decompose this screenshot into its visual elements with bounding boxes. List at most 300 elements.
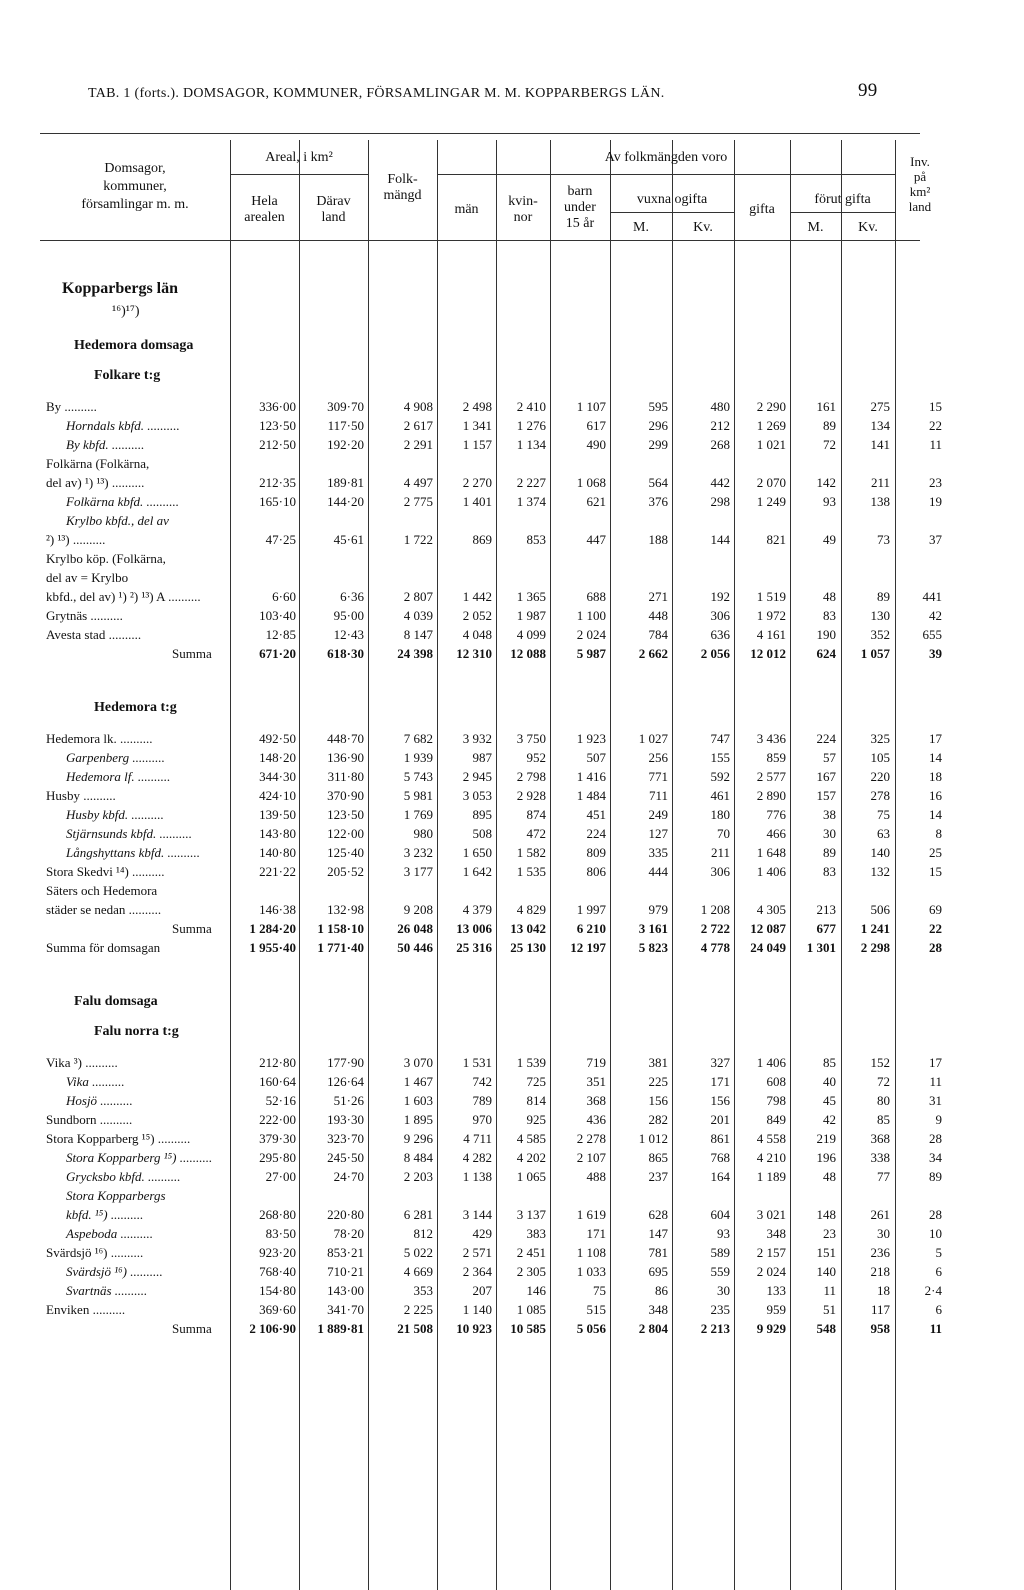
cell-forut-gifta-m: 42 xyxy=(823,1112,836,1127)
cell-forut-gifta-m: 548 xyxy=(816,1321,836,1336)
cell-forut-gifta-kv: 958 xyxy=(870,1321,890,1336)
cell-kvinnor: 925 xyxy=(526,1112,546,1127)
cell-hela-arealen: 103·40 xyxy=(259,608,296,623)
cell-forut-gifta-kv: 72 xyxy=(877,1074,890,1089)
cell-folkmangd: 8 484 xyxy=(403,1150,433,1165)
section-heading: Folkare t:g xyxy=(94,368,161,383)
cell-barn-under-15: 1 068 xyxy=(576,475,606,490)
cell-folkmangd: 1 603 xyxy=(403,1093,433,1108)
cell-hela-arealen: 6·60 xyxy=(272,589,296,604)
row-label: del av = Krylbo xyxy=(46,570,129,585)
col-header-forut-m: M. xyxy=(807,220,824,235)
cell-darav-land: 177·90 xyxy=(327,1055,364,1070)
row-label: Enviken .......... xyxy=(46,1302,126,1317)
cell-hela-arealen: 143·80 xyxy=(259,826,296,841)
cell-vuxna-ogifta-m: 1 027 xyxy=(638,731,668,746)
cell-man: 2 498 xyxy=(462,399,492,414)
cell-kvinnor: 725 xyxy=(526,1074,546,1089)
cell-darav-land: 136·90 xyxy=(327,750,364,765)
cell-barn-under-15: 368 xyxy=(586,1093,606,1108)
cell-folkmangd: 1 769 xyxy=(403,807,433,822)
cell-barn-under-15: 1 923 xyxy=(576,731,606,746)
cell-hela-arealen: 146·38 xyxy=(259,902,296,917)
row-label: del av) ¹) ¹³) .......... xyxy=(46,475,145,490)
cell-darav-land: 205·52 xyxy=(327,864,364,879)
cell-forut-gifta-m: 624 xyxy=(816,646,836,661)
cell-barn-under-15: 1 100 xyxy=(576,608,606,623)
cell-folkmangd: 8 147 xyxy=(403,627,433,642)
cell-barn-under-15: 621 xyxy=(586,494,606,509)
cell-vuxna-ogifta-m: 784 xyxy=(648,627,668,642)
cell-inv-per-km2: 11 xyxy=(929,1321,942,1336)
row-label: Stora Skedvi ¹⁴) .......... xyxy=(46,864,165,879)
cell-man: 1 531 xyxy=(462,1055,492,1070)
cell-vuxna-ogifta-kv: 559 xyxy=(710,1264,730,1279)
cell-forut-gifta-m: 48 xyxy=(823,1169,836,1184)
cell-vuxna-ogifta-kv: 747 xyxy=(710,731,730,746)
cell-forut-gifta-kv: 132 xyxy=(870,864,890,879)
cell-man: 3 053 xyxy=(462,788,492,803)
row-label: Summa xyxy=(172,921,212,936)
head-bottom-rule xyxy=(40,240,920,241)
cell-hela-arealen: 165·10 xyxy=(259,494,296,509)
table-row xyxy=(0,1301,1024,1318)
cell-vuxna-ogifta-m: 256 xyxy=(648,750,668,765)
cell-hela-arealen: 768·40 xyxy=(259,1264,296,1279)
cell-darav-land: 123·50 xyxy=(327,807,364,822)
cell-vuxna-ogifta-m: 564 xyxy=(648,475,668,490)
col-header-kvinnor: kvin- nor xyxy=(508,194,538,225)
cell-barn-under-15: 1 484 xyxy=(576,788,606,803)
cell-gifta: 1 249 xyxy=(756,494,786,509)
col-header-darav: Därav land xyxy=(316,194,351,225)
cell-kvinnor: 952 xyxy=(526,750,546,765)
cell-vuxna-ogifta-m: 86 xyxy=(655,1283,668,1298)
cell-forut-gifta-kv: 130 xyxy=(870,608,890,623)
cell-forut-gifta-kv: 141 xyxy=(870,437,890,452)
cell-hela-arealen: 12·85 xyxy=(265,627,296,642)
cell-folkmangd: 4 497 xyxy=(403,475,433,490)
cell-barn-under-15: 809 xyxy=(586,845,606,860)
cell-barn-under-15: 490 xyxy=(586,437,606,452)
row-label: Avesta stad .......... xyxy=(46,627,142,642)
cell-barn-under-15: 2 024 xyxy=(576,627,606,642)
cell-hela-arealen: 212·80 xyxy=(259,1055,296,1070)
cell-barn-under-15: 688 xyxy=(586,589,606,604)
cell-folkmangd: 21 508 xyxy=(397,1321,433,1336)
cell-forut-gifta-kv: 275 xyxy=(870,399,890,414)
cell-vuxna-ogifta-m: 147 xyxy=(648,1226,668,1241)
table-row xyxy=(0,1225,1024,1242)
cell-forut-gifta-m: 48 xyxy=(823,589,836,604)
cell-folkmangd: 3 070 xyxy=(403,1055,433,1070)
cell-vuxna-ogifta-m: 249 xyxy=(648,807,668,822)
cell-folkmangd: 3 232 xyxy=(403,845,433,860)
cell-kvinnor: 2 227 xyxy=(516,475,546,490)
cell-hela-arealen: 295·80 xyxy=(259,1150,296,1165)
cell-forut-gifta-m: 190 xyxy=(816,627,836,642)
cell-gifta: 4 161 xyxy=(756,627,786,642)
cell-barn-under-15: 224 xyxy=(586,826,606,841)
row-label: ²) ¹³) .......... xyxy=(46,532,106,547)
cell-forut-gifta-m: 196 xyxy=(816,1150,836,1165)
col-header-avfolk: Av folkmängden voro xyxy=(604,150,728,165)
cell-barn-under-15: 6 210 xyxy=(576,921,606,936)
cell-forut-gifta-m: 40 xyxy=(823,1074,836,1089)
cell-vuxna-ogifta-m: 335 xyxy=(648,845,668,860)
cell-man: 987 xyxy=(472,750,492,765)
cell-kvinnor: 4 202 xyxy=(516,1150,546,1165)
cell-inv-per-km2: 19 xyxy=(929,494,942,509)
table-row xyxy=(0,1206,1024,1223)
row-label: Säters och Hedemora xyxy=(46,883,158,898)
cell-vuxna-ogifta-kv: 268 xyxy=(710,437,730,452)
cell-gifta: 1 021 xyxy=(756,437,786,452)
cell-man: 789 xyxy=(472,1093,492,1108)
cell-gifta: 959 xyxy=(766,1302,786,1317)
cell-vuxna-ogifta-kv: 2 056 xyxy=(700,646,730,661)
section-heading: Hedemora t:g xyxy=(94,700,177,715)
cell-folkmangd: 1 939 xyxy=(403,750,433,765)
row-label: städer se nedan .......... xyxy=(46,902,162,917)
avfolk-underline xyxy=(437,174,895,175)
cell-gifta: 859 xyxy=(766,750,786,765)
cell-forut-gifta-kv: 2 298 xyxy=(860,940,890,955)
cell-gifta: 466 xyxy=(766,826,786,841)
cell-hela-arealen: 336·00 xyxy=(259,399,296,414)
cell-man: 2 571 xyxy=(462,1245,492,1260)
cell-forut-gifta-kv: 117 xyxy=(870,1302,890,1317)
cell-kvinnor: 1 374 xyxy=(516,494,546,509)
cell-vuxna-ogifta-kv: 592 xyxy=(710,769,730,784)
cell-darav-land: 122·00 xyxy=(327,826,364,841)
table-row xyxy=(0,730,1024,747)
table-row xyxy=(0,901,1024,918)
cell-forut-gifta-m: 140 xyxy=(816,1264,836,1279)
cell-kvinnor: 3 750 xyxy=(516,731,546,746)
cell-barn-under-15: 488 xyxy=(586,1169,606,1184)
cell-kvinnor: 814 xyxy=(526,1093,546,1108)
row-label: Summa för domsagan xyxy=(46,940,161,955)
cell-vuxna-ogifta-kv: 327 xyxy=(710,1055,730,1070)
cell-man: 1 401 xyxy=(462,494,492,509)
cell-gifta: 2 157 xyxy=(756,1245,786,1260)
cell-hela-arealen: 344·30 xyxy=(259,769,296,784)
cell-vuxna-ogifta-kv: 589 xyxy=(710,1245,730,1260)
cell-inv-per-km2: 5 xyxy=(935,1245,942,1260)
cell-vuxna-ogifta-kv: 180 xyxy=(710,807,730,822)
row-label: Husby .......... xyxy=(46,788,116,803)
cell-forut-gifta-m: 142 xyxy=(816,475,836,490)
cell-hela-arealen: 47·25 xyxy=(265,532,296,547)
cell-forut-gifta-m: 157 xyxy=(816,788,836,803)
cell-hela-arealen: 139·50 xyxy=(259,807,296,822)
row-label: Sundborn .......... xyxy=(46,1112,133,1127)
cell-man: 2 270 xyxy=(462,475,492,490)
row-label: Folkärna (Folkärna, xyxy=(46,456,150,471)
cell-forut-gifta-kv: 352 xyxy=(870,627,890,642)
cell-darav-land: 245·50 xyxy=(327,1150,364,1165)
cell-forut-gifta-m: 51 xyxy=(823,1302,836,1317)
table-row xyxy=(0,398,1024,415)
cell-inv-per-km2: 17 xyxy=(929,1055,942,1070)
cell-forut-gifta-kv: 152 xyxy=(870,1055,890,1070)
cell-forut-gifta-kv: 218 xyxy=(870,1264,890,1279)
cell-barn-under-15: 447 xyxy=(586,532,606,547)
row-label-continuation xyxy=(0,512,1024,529)
table-row xyxy=(0,1320,1024,1337)
cell-folkmangd: 4 669 xyxy=(403,1264,433,1279)
cell-forut-gifta-kv: 1 241 xyxy=(860,921,890,936)
cell-vuxna-ogifta-kv: 636 xyxy=(710,627,730,642)
table-row xyxy=(0,844,1024,861)
cell-vuxna-ogifta-kv: 2 722 xyxy=(700,921,730,936)
cell-forut-gifta-kv: 80 xyxy=(877,1093,890,1108)
cell-hela-arealen: 160·64 xyxy=(259,1074,296,1089)
cell-kvinnor: 853 xyxy=(526,532,546,547)
cell-darav-land: 448·70 xyxy=(327,731,364,746)
cell-hela-arealen: 369·60 xyxy=(259,1302,296,1317)
cell-kvinnor: 2 410 xyxy=(516,399,546,414)
cell-folkmangd: 6 281 xyxy=(403,1207,433,1222)
cell-vuxna-ogifta-kv: 1 208 xyxy=(700,902,730,917)
table-row xyxy=(0,493,1024,510)
row-label: Stora Kopparbergs xyxy=(66,1188,166,1203)
cell-gifta: 1 648 xyxy=(756,845,786,860)
cell-kvinnor: 1 582 xyxy=(516,845,546,860)
cell-vuxna-ogifta-m: 595 xyxy=(648,399,668,414)
cell-kvinnor: 13 042 xyxy=(510,921,546,936)
cell-forut-gifta-kv: 30 xyxy=(877,1226,890,1241)
cell-barn-under-15: 719 xyxy=(586,1055,606,1070)
cell-inv-per-km2: 28 xyxy=(929,1207,942,1222)
table-row xyxy=(0,1130,1024,1147)
cell-kvinnor: 25 130 xyxy=(510,940,546,955)
cell-vuxna-ogifta-m: 237 xyxy=(648,1169,668,1184)
cell-darav-land: 51·26 xyxy=(333,1093,364,1108)
cell-forut-gifta-m: 83 xyxy=(823,864,836,879)
cell-hela-arealen: 379·30 xyxy=(259,1131,296,1146)
cell-gifta: 24 049 xyxy=(750,940,786,955)
cell-kvinnor: 1 365 xyxy=(516,589,546,604)
cell-darav-land: 618·30 xyxy=(327,646,364,661)
cell-hela-arealen: 923·20 xyxy=(259,1245,296,1260)
cell-gifta: 4 305 xyxy=(756,902,786,917)
cell-gifta: 12 012 xyxy=(750,646,786,661)
cell-forut-gifta-kv: 278 xyxy=(870,788,890,803)
cell-hela-arealen: 1 955·40 xyxy=(249,940,296,955)
cell-vuxna-ogifta-kv: 604 xyxy=(710,1207,730,1222)
cell-darav-land: 144·20 xyxy=(327,494,364,509)
table-row xyxy=(0,806,1024,823)
cell-man: 429 xyxy=(472,1226,492,1241)
cell-man: 742 xyxy=(472,1074,492,1089)
cell-darav-land: 370·90 xyxy=(327,788,364,803)
row-label-continuation xyxy=(0,569,1024,586)
col-header-vuxna: vuxna ogifta xyxy=(636,192,708,207)
cell-hela-arealen: 212·35 xyxy=(259,475,296,490)
cell-kvinnor: 2 928 xyxy=(516,788,546,803)
cell-kvinnor: 4 099 xyxy=(516,627,546,642)
table-row xyxy=(0,1244,1024,1261)
cell-kvinnor: 1 085 xyxy=(516,1302,546,1317)
cell-inv-per-km2: 28 xyxy=(929,1131,942,1146)
cell-forut-gifta-kv: 77 xyxy=(877,1169,890,1184)
cell-inv-per-km2: 11 xyxy=(929,1074,942,1089)
cell-darav-land: 220·80 xyxy=(327,1207,364,1222)
cell-forut-gifta-m: 30 xyxy=(823,826,836,841)
row-label: Aspeboda .......... xyxy=(66,1226,154,1241)
cell-barn-under-15: 171 xyxy=(586,1226,606,1241)
cell-inv-per-km2: 15 xyxy=(929,864,942,879)
table-row xyxy=(0,825,1024,842)
row-label: Svartnäs .......... xyxy=(66,1283,148,1298)
cell-hela-arealen: 52·16 xyxy=(265,1093,296,1108)
cell-man: 207 xyxy=(472,1283,492,1298)
cell-gifta: 608 xyxy=(766,1074,786,1089)
cell-darav-land: 12·43 xyxy=(333,627,364,642)
cell-man: 25 316 xyxy=(456,940,492,955)
cell-barn-under-15: 5 056 xyxy=(576,1321,606,1336)
cell-forut-gifta-m: 167 xyxy=(816,769,836,784)
cell-forut-gifta-m: 161 xyxy=(816,399,836,414)
cell-barn-under-15: 1 619 xyxy=(576,1207,606,1222)
cell-forut-gifta-kv: 18 xyxy=(877,1283,890,1298)
cell-man: 1 442 xyxy=(462,589,492,604)
row-label: kbfd. ¹⁵) .......... xyxy=(66,1207,144,1222)
cell-man: 1 140 xyxy=(462,1302,492,1317)
cell-vuxna-ogifta-kv: 235 xyxy=(710,1302,730,1317)
cell-forut-gifta-kv: 368 xyxy=(870,1131,890,1146)
row-label: By kbfd. .......... xyxy=(66,437,145,452)
row-label: Folkärna kbfd. .......... xyxy=(66,494,180,509)
cell-barn-under-15: 617 xyxy=(586,418,606,433)
cell-vuxna-ogifta-m: 628 xyxy=(648,1207,668,1222)
cell-folkmangd: 26 048 xyxy=(397,921,433,936)
cell-man: 869 xyxy=(472,532,492,547)
cell-gifta: 2 890 xyxy=(756,788,786,803)
row-label: Stora Kopparberg ¹⁵) .......... xyxy=(46,1131,191,1146)
cell-gifta: 1 269 xyxy=(756,418,786,433)
cell-vuxna-ogifta-kv: 155 xyxy=(710,750,730,765)
cell-kvinnor: 2 451 xyxy=(516,1245,546,1260)
cell-vuxna-ogifta-m: 188 xyxy=(648,532,668,547)
cell-forut-gifta-m: 45 xyxy=(823,1093,836,1108)
cell-vuxna-ogifta-m: 348 xyxy=(648,1302,668,1317)
cell-forut-gifta-kv: 89 xyxy=(877,589,890,604)
col-header-gifta: gifta xyxy=(749,202,775,217)
cell-vuxna-ogifta-kv: 70 xyxy=(717,826,730,841)
cell-darav-land: 132·98 xyxy=(327,902,364,917)
cell-vuxna-ogifta-m: 271 xyxy=(648,589,668,604)
cell-vuxna-ogifta-kv: 164 xyxy=(710,1169,730,1184)
cell-inv-per-km2: 42 xyxy=(929,608,942,623)
cell-hela-arealen: 140·80 xyxy=(259,845,296,860)
cell-darav-land: 193·30 xyxy=(327,1112,364,1127)
table-row xyxy=(0,588,1024,605)
cell-darav-land: 6·36 xyxy=(340,589,364,604)
cell-kvinnor: 1 065 xyxy=(516,1169,546,1184)
cell-inv-per-km2: 14 xyxy=(929,750,942,765)
col-header-folkmangd: Folk- mängd xyxy=(383,172,422,203)
row-label: Svärdsjö ¹⁶) .......... xyxy=(46,1245,144,1260)
cell-kvinnor: 1 539 xyxy=(516,1055,546,1070)
cell-man: 895 xyxy=(472,807,492,822)
cell-vuxna-ogifta-m: 3 161 xyxy=(638,921,668,936)
row-label: Svärdsjö ¹⁶) .......... xyxy=(66,1264,163,1279)
cell-barn-under-15: 1 416 xyxy=(576,769,606,784)
cell-forut-gifta-m: 38 xyxy=(823,807,836,822)
cell-gifta: 1 519 xyxy=(756,589,786,604)
table-row xyxy=(0,531,1024,548)
cell-vuxna-ogifta-kv: 306 xyxy=(710,864,730,879)
cell-kvinnor: 2 305 xyxy=(516,1264,546,1279)
cell-inv-per-km2: 655 xyxy=(922,627,942,642)
cell-inv-per-km2: 14 xyxy=(929,807,942,822)
cell-darav-land: 117·50 xyxy=(327,418,364,433)
row-label: Krylbo kbfd., del av xyxy=(66,513,169,528)
col-header-barn: barn under 15 år xyxy=(564,184,596,231)
section-footnote: ¹⁶)¹⁷) xyxy=(112,304,140,319)
table-row xyxy=(0,1092,1024,1109)
cell-folkmangd: 2 203 xyxy=(403,1169,433,1184)
row-label-continuation xyxy=(0,1187,1024,1204)
row-label: Summa xyxy=(172,646,212,661)
cell-darav-land: 323·70 xyxy=(327,1131,364,1146)
cell-vuxna-ogifta-kv: 2 213 xyxy=(700,1321,730,1336)
cell-forut-gifta-m: 23 xyxy=(823,1226,836,1241)
row-label: Horndals kbfd. .......... xyxy=(66,418,180,433)
col-header-hela: Hela arealen xyxy=(244,194,285,225)
cell-forut-gifta-m: 89 xyxy=(823,845,836,860)
table-row xyxy=(0,474,1024,491)
cell-hela-arealen: 492·50 xyxy=(259,731,296,746)
cell-gifta: 4 558 xyxy=(756,1131,786,1146)
cell-inv-per-km2: 89 xyxy=(929,1169,942,1184)
cell-forut-gifta-kv: 63 xyxy=(877,826,890,841)
cell-vuxna-ogifta-kv: 442 xyxy=(710,475,730,490)
cell-forut-gifta-m: 85 xyxy=(823,1055,836,1070)
cell-inv-per-km2: 31 xyxy=(929,1093,942,1108)
cell-darav-land: 311·80 xyxy=(327,769,364,784)
cell-folkmangd: 4 908 xyxy=(403,399,433,414)
cell-darav-land: 853·21 xyxy=(327,1245,364,1260)
cell-inv-per-km2: 23 xyxy=(929,475,942,490)
cell-man: 2 945 xyxy=(462,769,492,784)
cell-folkmangd: 2 617 xyxy=(403,418,433,433)
row-label: Grytnäs .......... xyxy=(46,608,123,623)
row-label: Långshyttans kbfd. .......... xyxy=(66,845,200,860)
cell-forut-gifta-m: 72 xyxy=(823,437,836,452)
cell-folkmangd: 5 022 xyxy=(403,1245,433,1260)
cell-man: 4 048 xyxy=(462,627,492,642)
cell-forut-gifta-kv: 338 xyxy=(870,1150,890,1165)
cell-forut-gifta-m: 224 xyxy=(816,731,836,746)
table-row xyxy=(0,1149,1024,1166)
cell-kvinnor: 1 276 xyxy=(516,418,546,433)
cell-hela-arealen: 212·50 xyxy=(259,437,296,452)
cell-kvinnor: 2 798 xyxy=(516,769,546,784)
table-row xyxy=(0,1111,1024,1128)
cell-gifta: 9 929 xyxy=(756,1321,786,1336)
col-header-man: män xyxy=(454,202,479,217)
cell-darav-land: 1 158·10 xyxy=(317,921,364,936)
cell-barn-under-15: 1 108 xyxy=(576,1245,606,1260)
cell-hela-arealen: 221·22 xyxy=(259,864,296,879)
cell-gifta: 1 406 xyxy=(756,1055,786,1070)
cell-hela-arealen: 671·20 xyxy=(259,646,296,661)
table-top-rule xyxy=(40,133,920,134)
